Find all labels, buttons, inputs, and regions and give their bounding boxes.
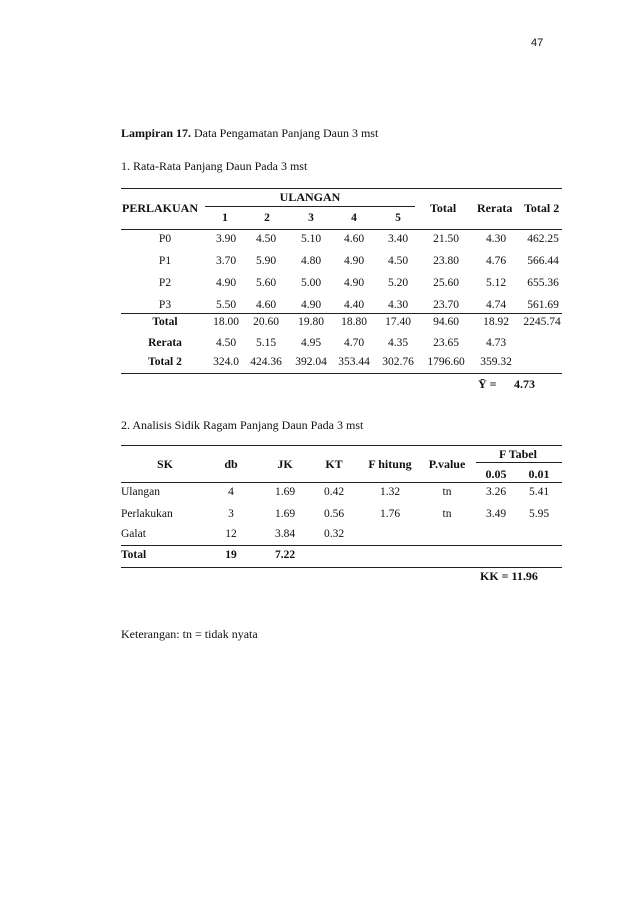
cell: 4.30 (485, 233, 507, 245)
cell: 1.69 (274, 508, 296, 520)
header-f01: 0.01 (528, 467, 550, 481)
cell: 566.44 (527, 255, 559, 267)
row-label: Perlakukan (121, 508, 173, 520)
cell: 5.12 (485, 277, 507, 289)
section1-heading: 1. Rata-Rata Panjang Daun Pada 3 mst (121, 159, 308, 173)
cell: 2245.74 (523, 316, 561, 328)
cell: 4.30 (387, 299, 409, 311)
cell: 23.65 (433, 337, 459, 349)
header-sk: SK (156, 457, 173, 471)
header-ftabel: F Tabel (499, 447, 537, 461)
cell: 0.32 (323, 528, 345, 540)
cell: 424.36 (250, 356, 282, 368)
cell: 18.92 (483, 316, 509, 328)
cell: 20.60 (253, 316, 279, 328)
cell: 4.40 (343, 299, 365, 311)
table2-header-rule (121, 482, 562, 483)
cell: 12 (225, 528, 237, 540)
header-u3: 3 (308, 212, 314, 224)
table1-header-rule (121, 229, 562, 230)
total-label: Total (121, 549, 147, 561)
cell: 23.70 (433, 299, 459, 311)
row-label: P3 (158, 299, 172, 311)
table1-bottom-rule (121, 373, 562, 374)
header-u1: 1 (222, 212, 228, 224)
cell: 19 (225, 549, 237, 561)
summary-label: Rerata (148, 337, 182, 349)
cell: 21.50 (433, 233, 459, 245)
cell: 4.76 (485, 255, 507, 267)
header-u4: 4 (351, 212, 357, 224)
row-label: P1 (158, 255, 172, 267)
cell: 19.80 (298, 316, 324, 328)
appendix-title (121, 126, 378, 141)
grand-mean-label: Ȳ = (478, 377, 497, 391)
cell: 359.32 (480, 356, 512, 368)
row-label: Galat (121, 528, 146, 540)
header-pvalue: P.value (428, 457, 466, 471)
row-label: P0 (158, 233, 172, 245)
cell: 3.40 (387, 233, 409, 245)
cell: 1796.60 (427, 356, 465, 368)
cell: 655.36 (527, 277, 559, 289)
cell: tn (442, 508, 452, 520)
grand-mean-value: 4.73 (514, 377, 535, 391)
section2-heading: 2. Analisis Sidik Ragam Panjang Daun Pada 3 mst (121, 418, 364, 432)
cell: 5.41 (528, 486, 550, 498)
cell: 0.42 (323, 486, 345, 498)
cell: 4.60 (343, 233, 365, 245)
cell: 3.26 (485, 486, 507, 498)
row-label: Ulangan (121, 486, 160, 498)
header-total: Total (430, 201, 457, 215)
header-jk: JK (277, 457, 293, 471)
cell: 5.60 (255, 277, 277, 289)
cell: 3.90 (215, 233, 237, 245)
cell: 17.40 (385, 316, 411, 328)
cell: 0.56 (323, 508, 345, 520)
cell: 392.04 (295, 356, 327, 368)
cell: 4.74 (485, 299, 507, 311)
cell: 5.15 (255, 337, 277, 349)
cell: 5.10 (300, 233, 322, 245)
cell: 4.35 (387, 337, 409, 349)
page-number: 47 (531, 37, 544, 49)
cell: 302.76 (382, 356, 414, 368)
ftabel-rule (476, 462, 562, 463)
cell: 4.90 (343, 277, 365, 289)
appendix-label: Lampiran 17. (121, 126, 192, 140)
cell: 3.70 (215, 255, 237, 267)
cell: 25.60 (433, 277, 459, 289)
cell: 324.0 (213, 356, 239, 368)
cell: 4.60 (255, 299, 277, 311)
summary-label: Total (152, 316, 178, 328)
header-u2: 2 (264, 212, 270, 224)
cell: 94.60 (433, 316, 459, 328)
cell: 4 (228, 486, 234, 498)
cell: 1.69 (274, 486, 296, 498)
footnote: Keterangan: tn = tidak nyata (121, 627, 258, 641)
cell: 1.76 (379, 508, 401, 520)
cell: 462.25 (527, 233, 559, 245)
header-u5: 5 (395, 212, 401, 224)
cell: 5.90 (255, 255, 277, 267)
header-f05: 0.05 (485, 467, 507, 481)
appendix-title-text: Data Pengamatan Panjang Daun 3 mst (194, 126, 379, 140)
cell: 4.70 (343, 337, 365, 349)
summary-label: Total 2 (148, 356, 182, 368)
header-ulangan: ULANGAN (279, 190, 341, 204)
cell: 4.50 (215, 337, 237, 349)
kk-value: KK = 11.96 (480, 569, 538, 583)
cell: 4.90 (300, 299, 322, 311)
cell: 4.90 (343, 255, 365, 267)
header-kt: KT (325, 457, 343, 471)
cell: 4.73 (485, 337, 507, 349)
header-rerata: Rerata (477, 201, 513, 215)
header-perlakuan: PERLAKUAN (122, 201, 199, 215)
cell: 7.22 (274, 549, 296, 561)
header-fhitung: F hitung (368, 457, 412, 471)
cell: 3.49 (485, 508, 507, 520)
cell: 3.84 (274, 528, 296, 540)
cell: 4.95 (300, 337, 322, 349)
cell: 5.50 (215, 299, 237, 311)
cell: 3 (228, 508, 234, 520)
cell: 1.32 (379, 486, 401, 498)
cell: 18.00 (213, 316, 239, 328)
cell: 353.44 (338, 356, 370, 368)
cell: 4.50 (387, 255, 409, 267)
cell: 23.80 (433, 255, 459, 267)
cell: 18.80 (341, 316, 367, 328)
cell: 5.20 (387, 277, 409, 289)
header-db: db (224, 457, 238, 471)
cell: 561.69 (527, 299, 559, 311)
cell: tn (442, 486, 452, 498)
row-label: P2 (158, 277, 172, 289)
cell: 4.80 (300, 255, 322, 267)
table2-body-rule (121, 545, 562, 546)
cell: 5.00 (300, 277, 322, 289)
cell: 4.90 (215, 277, 237, 289)
cell: 4.50 (255, 233, 277, 245)
table1-body-rule (121, 313, 562, 314)
header-total2: Total 2 (524, 201, 560, 215)
ulangan-rule (205, 206, 415, 207)
cell: 5.95 (528, 508, 550, 520)
